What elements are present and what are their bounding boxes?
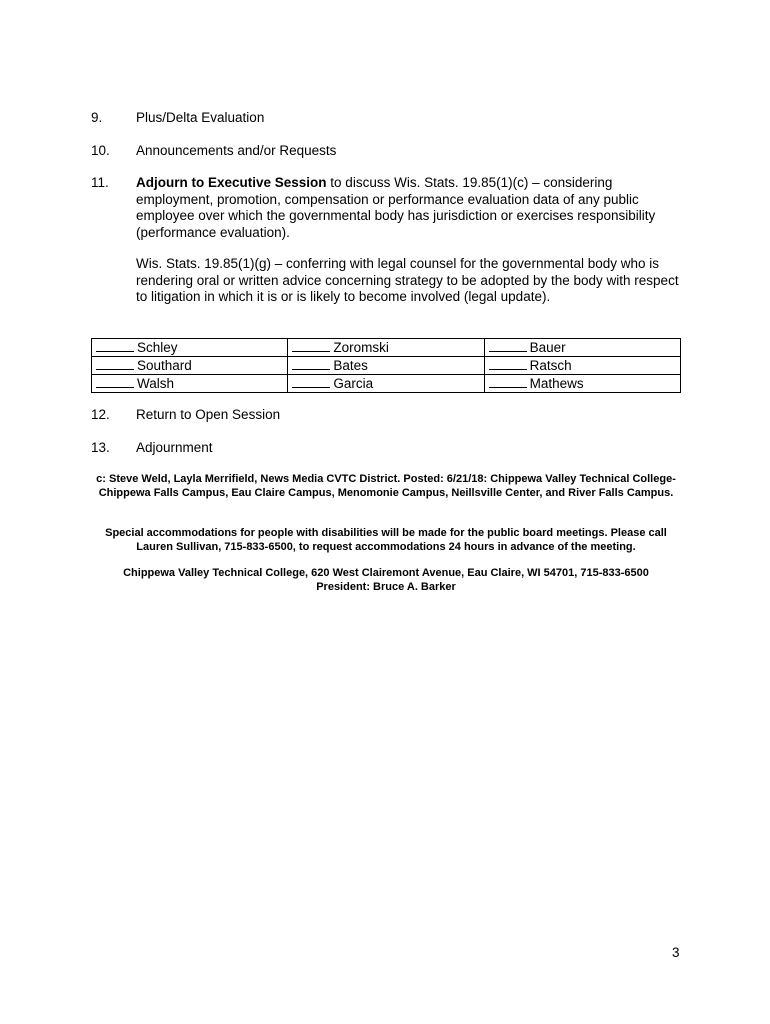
item-text bbox=[136, 175, 681, 241]
member-name: Southard bbox=[137, 358, 192, 373]
item-text: Adjournment bbox=[136, 440, 213, 455]
member-name: Walsh bbox=[137, 376, 175, 391]
vote-cell bbox=[288, 339, 484, 357]
page-number: 3 bbox=[672, 945, 680, 960]
college-address: Chippewa Valley Technical College, 620 West Clairemont Avenue, Eau Claire, WI 54701, 715-833-6500 bbox=[123, 567, 649, 579]
vote-line bbox=[489, 376, 527, 388]
item-number: 12. bbox=[91, 407, 110, 422]
agenda-item-13 bbox=[91, 440, 681, 457]
vote-line bbox=[96, 358, 134, 370]
item-paragraph-2: Wis. Stats. 19.85(1)(g) – conferring with legal counsel for the governmental body who is rendering oral or written advice concerning strategy to be adopted by the body with respect to litigation in which it is or is likely to become involved (legal update). bbox=[136, 256, 679, 304]
member-name: Schley bbox=[137, 340, 178, 355]
member-name: Bates bbox=[333, 358, 368, 373]
vote-cell bbox=[92, 357, 288, 375]
vote-cell bbox=[92, 375, 288, 393]
table-row bbox=[92, 375, 681, 393]
item-text: Plus/Delta Evaluation bbox=[136, 110, 265, 125]
agenda-item-12 bbox=[91, 407, 681, 424]
table-row bbox=[92, 339, 681, 357]
vote-cell bbox=[484, 375, 680, 393]
agenda-item-11 bbox=[91, 175, 681, 306]
member-name: Mathews bbox=[529, 376, 584, 391]
vote-cell bbox=[288, 375, 484, 393]
vote-line bbox=[489, 340, 527, 352]
vote-line bbox=[489, 358, 527, 370]
vote-line bbox=[292, 358, 330, 370]
item-number: 10. bbox=[91, 143, 110, 158]
member-name: Ratsch bbox=[529, 358, 572, 373]
accommodations-notice: Special accommodations for people with disabilities will be made for the public board meetings. Please call Lauren Sullivan, 715-833-6500, to request accommodations 24 hours in advance of the meeting. bbox=[105, 527, 667, 553]
table-row bbox=[92, 357, 681, 375]
item-number: 9. bbox=[91, 110, 103, 125]
item-description: to discuss Wis. Stats. 19.85(1)(c) – considering employment, promotion, compensation or performance evaluation data of any public employee over which the governmental body has jurisdiction or exercises responsibility (performance evaluation). bbox=[136, 175, 656, 240]
vote-cell bbox=[288, 357, 484, 375]
member-name: Zoromski bbox=[333, 340, 389, 355]
item-title: Adjourn to Executive Session bbox=[136, 175, 327, 190]
vote-line bbox=[96, 340, 134, 352]
cc-notice: c: Steve Weld, Layla Merrifield, News Media CVTC District. Posted: 6/21/18: Chippewa Valley Technical College-Chippewa Falls Campus, Eau Claire Campus, Menomonie Campus, Neillsville Center, and River Falls Campus. bbox=[96, 473, 676, 499]
item-number: 11. bbox=[91, 175, 109, 190]
item-text: Announcements and/or Requests bbox=[136, 143, 337, 158]
vote-cell bbox=[484, 339, 680, 357]
agenda-item-9 bbox=[91, 110, 681, 127]
vote-line bbox=[292, 376, 330, 388]
vote-line bbox=[96, 376, 134, 388]
member-name: Garcia bbox=[333, 376, 374, 391]
item-text: Return to Open Session bbox=[136, 407, 281, 422]
member-name: Bauer bbox=[529, 340, 566, 355]
vote-cell bbox=[92, 339, 288, 357]
vote-cell bbox=[484, 357, 680, 375]
president-line: President: Bruce A. Barker bbox=[316, 581, 456, 593]
roll-call-table bbox=[91, 338, 681, 393]
agenda-item-10 bbox=[91, 143, 681, 160]
item-number: 13. bbox=[91, 440, 110, 455]
vote-line bbox=[292, 340, 330, 352]
